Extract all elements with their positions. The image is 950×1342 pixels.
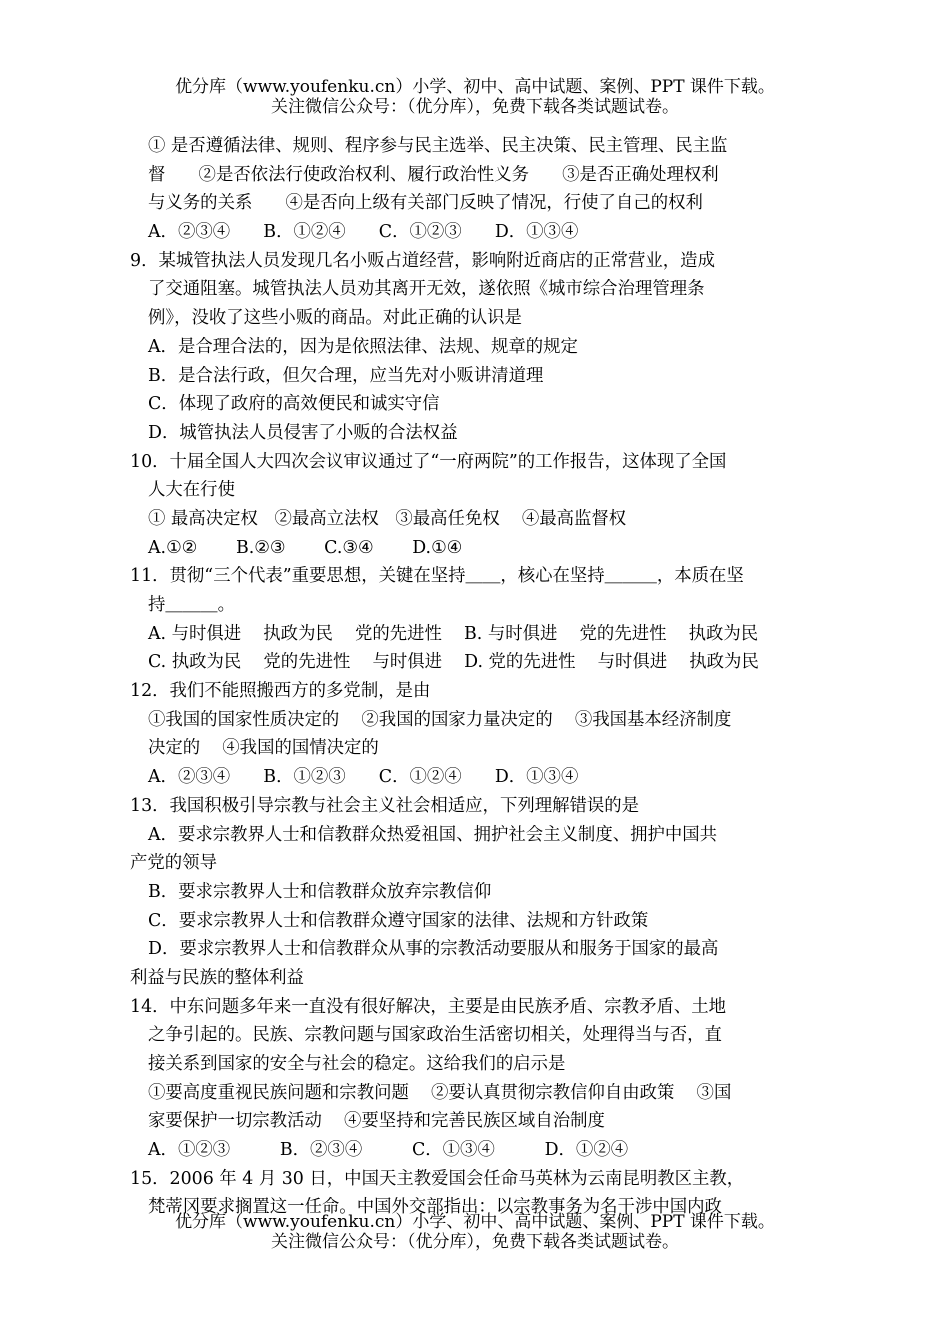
option-c: C．体现了政府的高效便民和诚实守信	[148, 394, 440, 415]
answer-options: A．②③④ B．①②④ C．①②③ D．①③④	[148, 222, 579, 243]
text-line: 产党的领导	[130, 853, 217, 874]
text-line: ① 是否遵循法律、规则、程序参与民主选举、民主决策、民主管理、民主监	[148, 136, 728, 156]
question-13-stem: 13．我国积极引导宗教与社会主义社会相适应，下列理解错误的是	[130, 795, 640, 816]
answer-options: A．②③④ B．①②③ C．①②④ D．①③④	[148, 767, 579, 788]
text-line: 利益与民族的整体利益	[130, 967, 304, 988]
footer-line-1: 优分库（www.youfenku.cn）小学、初中、高中试题、案例、PPT 课件下载。	[175, 1212, 775, 1232]
question-15-stem: 15．2006 年 4 月 30 日，中国天主教爱国会任命马英林为云南昆明教区主教，	[130, 1168, 745, 1189]
text-line: ①要高度重视民族问题和宗教问题 ②要认真贯彻宗教信仰自由政策 ③国	[148, 1082, 732, 1103]
text-line: 家要保护一切宗教活动 ④要坚持和完善民族区域自治制度	[148, 1111, 605, 1132]
question-content	[130, 132, 802, 1222]
question-11-stem: 11．贯彻“三个代表”重要思想，关键在坚持＿＿，核心在坚持＿＿＿，本质在坚	[130, 566, 744, 587]
text-line: 梵蒂冈要求搁置这一任命。中国外交部指出：以宗教事务为名干涉中国内政	[148, 1197, 722, 1218]
answer-options: A.①② B.②③ C.③④ D.①④	[148, 537, 463, 558]
question-9-stem: 9．某城管执法人员发现几名小贩占道经营，影响附近商店的正常营业，造成	[130, 250, 715, 271]
text-line: 例》，没收了这些小贩的商品。对此正确的认识是	[148, 308, 522, 329]
text-line: 了交通阻塞。城管执法人员劝其离开无效，遂依照《城市综合治理管理条	[148, 279, 705, 300]
option-d: D．城管执法人员侵害了小贩的合法权益	[148, 422, 458, 443]
text-line: 人大在行使	[148, 480, 235, 501]
option-c: C．要求宗教界人士和信教群众遵守国家的法律、法规和方针政策	[148, 910, 649, 931]
header-line-1: 优分库（www.youfenku.cn）小学、初中、高中试题、案例、PPT 课件下载。	[175, 77, 775, 97]
option-b: B．要求宗教界人士和信教群众放弃宗教信仰	[148, 881, 492, 902]
text-line: ① 最高决定权 ②最高立法权 ③最高任免权 ④最高监督权	[148, 508, 627, 529]
page-footer	[0, 1212, 950, 1252]
question-10-stem: 10．十届全国人大四次会议审议通过了“一府两院”的工作报告，这体现了全国	[130, 451, 727, 472]
answer-options: C. 执政为民 党的先进性 与时俱进 D. 党的先进性 与时俱进 执政为民	[148, 652, 759, 673]
option-a: A．是合理合法的，因为是依照法律、法规、规章的规定	[148, 336, 578, 357]
text-line: 与义务的关系 ④是否向上级有关部门反映了情况，行使了自己的权利	[148, 193, 703, 214]
text-line: 接关系到国家的安全与社会的稳定。这给我们的启示是	[148, 1054, 566, 1074]
text-line: ①我国的国家性质决定的 ②我国的国家力量决定的 ③我国基本经济制度	[148, 709, 732, 730]
text-line: 之争引起的。民族、宗教问题与国家政治生活密切相关，处理得当与否，直	[148, 1025, 722, 1046]
option-a: A．要求宗教界人士和信教群众热爱祖国、拥护社会主义制度、拥护中国共	[148, 824, 718, 845]
answer-options: A．①②③ B．②③④ C．①③④ D．①②④	[148, 1140, 629, 1161]
question-14-stem: 14．中东问题多年来一直没有很好解决，主要是由民族矛盾、宗教矛盾、土地	[130, 996, 727, 1017]
answer-options: A. 与时俱进 执政为民 党的先进性 B. 与时俱进 党的先进性 执政为民	[148, 623, 759, 644]
text-line: 决定的 ④我国的国情决定的	[148, 738, 379, 759]
footer-line-2: 关注微信公众号：（优分库），免费下载各类试题试卷。	[271, 1232, 679, 1252]
text-line: 持＿＿＿。	[148, 595, 235, 615]
text-line: 督 ②是否依法行使政治权利、履行政治性义务 ③是否正确处理权利	[148, 164, 719, 185]
option-d: D．要求宗教界人士和信教群众从事的宗教活动要服从和服务于国家的最高	[148, 939, 719, 960]
header-line-2: 关注微信公众号：（优分库），免费下载各类试题试卷。	[271, 97, 679, 117]
page-header	[0, 77, 950, 117]
question-12-stem: 12．我们不能照搬西方的多党制，是由	[130, 681, 431, 702]
option-b: B．是合法行政，但欠合理，应当先对小贩讲清道理	[148, 365, 544, 386]
